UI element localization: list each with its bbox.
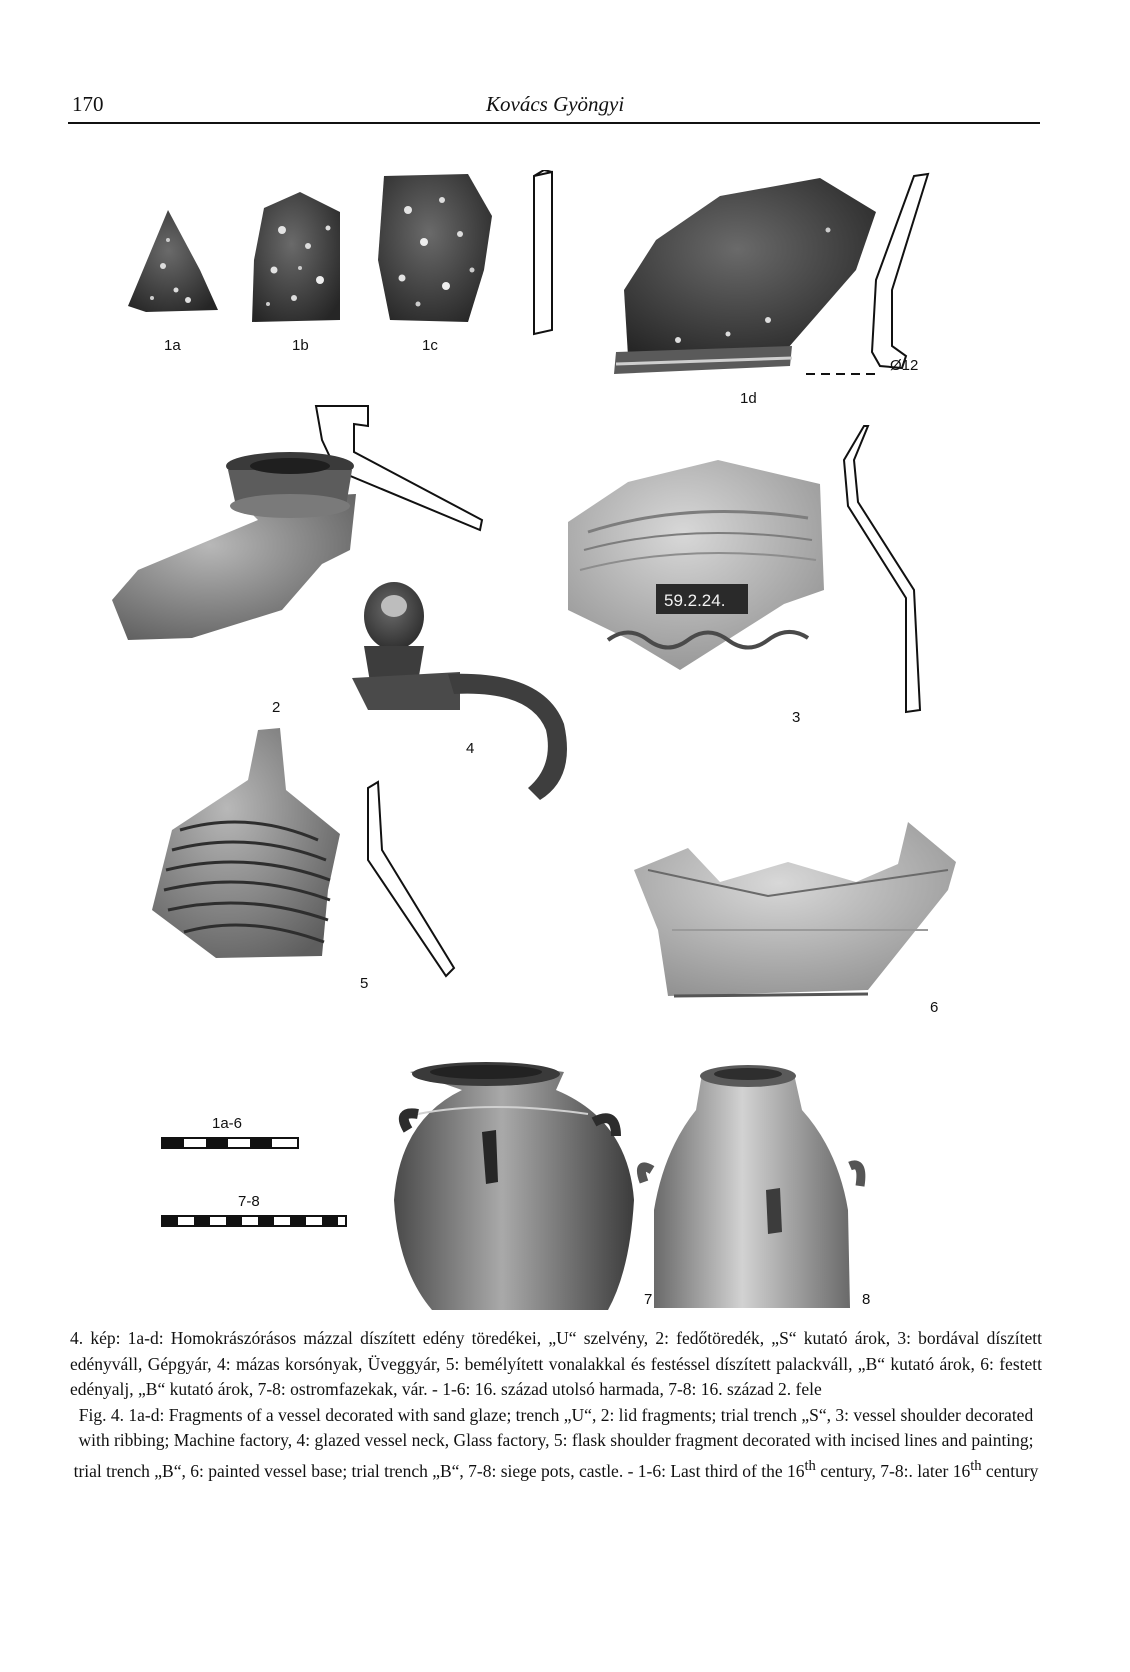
fragment-1b-photo	[252, 192, 340, 322]
fragment-6-photo	[634, 822, 956, 996]
figure-caption	[70, 1326, 1042, 1484]
fragment-1c-photo	[378, 174, 492, 322]
caption-english-num2: 16	[952, 1460, 971, 1481]
fragment-3-photo	[568, 460, 824, 670]
label-1b: 1b	[292, 337, 309, 354]
label-1c: 1c	[422, 337, 438, 354]
label-1a: 1a	[164, 337, 181, 354]
label-8: 8	[862, 1291, 871, 1308]
label-6: 6	[930, 999, 939, 1016]
caption-english-sup2: th	[970, 1457, 982, 1474]
fragment-3-inscription: 59.2.24.	[664, 591, 726, 610]
caption-english-mid: century, 7-8:. later	[815, 1460, 953, 1481]
fragment-5-photo	[152, 728, 340, 958]
label-4: 4	[466, 740, 475, 757]
profile-drawing-1c	[534, 170, 552, 334]
scale-bar-7-8	[162, 1216, 346, 1226]
siege-pot-8-photo	[641, 1065, 861, 1308]
label-3: 3	[792, 709, 801, 726]
caption-english	[70, 1403, 1042, 1484]
caption-english-lead: Fig. 4. 1a-d: Fragments of a vessel decorated with sand glaze; trench „U“, 2: lid fragments; trial trench „S“, 3: vessel shoulder decorated with ribbing; Machine factory, 4: glazed vessel neck, Glass factory, 5: flask shoulder fragment decorated with incised lines and painting; trial trench „B“, 6: painted vessel base; trial trench „B“, 7-8: siege pots, castle. - 1-6: Last third of the	[73, 1404, 1034, 1481]
caption-english-sup1: th	[804, 1457, 816, 1474]
label-5: 5	[360, 975, 369, 992]
label-7: 7	[644, 1291, 653, 1308]
caption-english-end: century	[981, 1460, 1039, 1481]
header-rule	[68, 122, 1040, 124]
label-1d: 1d	[740, 390, 757, 407]
caption-english-num1: 16	[786, 1460, 805, 1481]
fragment-4-photo	[352, 582, 567, 800]
profile-drawing-3	[844, 426, 920, 712]
fragment-1a-photo	[128, 210, 218, 312]
figure-plate	[68, 170, 1040, 1320]
caption-hungarian: 4. kép: 1a-d: Homokrászórásos mázzal díszített edény töredékei, „U“ szelvény, 2: fedőtöredék, „S“ kutató árok, 3: bordával díszített edényváll, Gépgyár, 4: mázas korsónyak, Üveggyár, 5: bemélyített vonalakkal és festéssel díszített palackváll, „B“ kutató árok, 6: festett edényalj, „B“ kutató árok, 7-8: ostromfazekak, vár. - 1-6: 16. század utolsó harmada, 7-8: 16. század 2. fele	[70, 1328, 1042, 1399]
fragment-2-photo	[112, 452, 356, 640]
label-diameter-12: Ø12	[890, 357, 919, 374]
profile-drawing-1d	[872, 174, 928, 368]
label-2: 2	[272, 699, 281, 716]
scale-bar-1a-6	[162, 1138, 298, 1148]
siege-pot-7-photo	[394, 1062, 634, 1310]
profile-drawing-5	[368, 782, 454, 976]
page-number: 170	[72, 92, 104, 116]
running-head-author: Kovács Gyöngyi	[486, 92, 625, 116]
scale-label-7-8: 7-8	[238, 1193, 260, 1210]
fragment-1d-photo	[614, 178, 876, 374]
scale-label-1a-6: 1a-6	[212, 1115, 243, 1132]
